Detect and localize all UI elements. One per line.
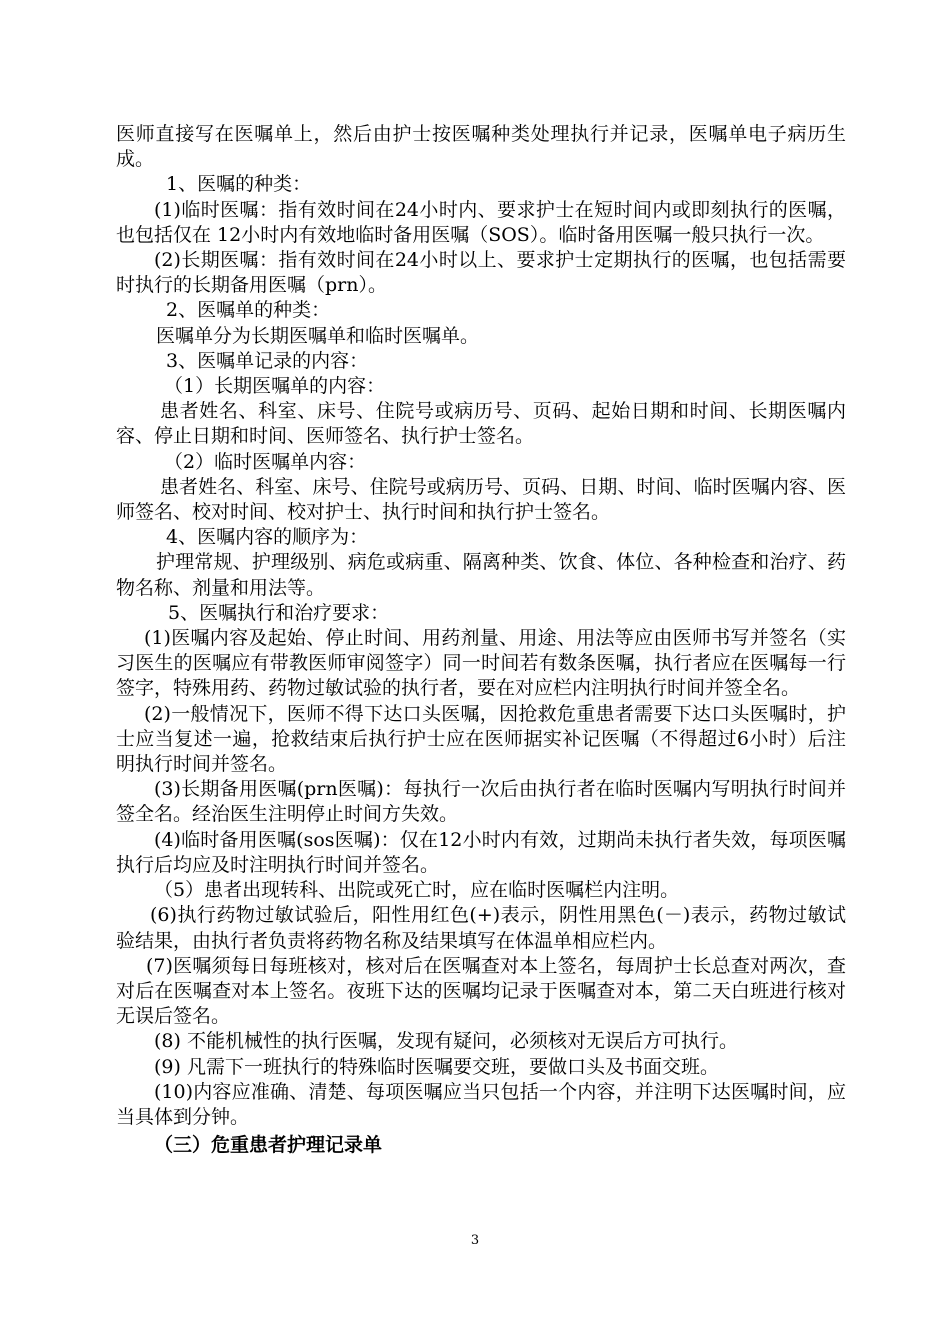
paragraph: (3)长期备用医嘱(prn医嘱)：每执行一次后由执行者在临时医嘱内写明执行时间并签全名。经治医生注明停止时间方失效。	[116, 778, 846, 826]
paragraph: 医嘱单分为长期医嘱单和临时医嘱单。	[156, 324, 480, 347]
paragraph: 1、医嘱的种类：	[166, 173, 312, 196]
paragraph: (10)内容应准确、清楚、每项医嘱应当只包括一个内容，并注明下达医嘱时间，应当具体到分钟。	[116, 1080, 846, 1128]
paragraph: 患者姓名、科室、床号、住院号或病历号、页码、起始日期和时间、长期医嘱内容、停止日期和时间、医师签名、执行护士签名。	[116, 400, 846, 448]
paragraph: 4、医嘱内容的顺序为：	[166, 526, 369, 549]
paragraph: (4)临时备用医嘱(sos医嘱)：仅在12小时内有效，过期尚未执行者失效，每项医嘱执行后均应及时注明执行时间并签名。	[116, 828, 846, 876]
paragraph: (2)长期医嘱：指有效时间在24小时以上、要求护士定期执行的医嘱，也包括需要时执行的长期备用医嘱（prn）。	[116, 249, 846, 297]
paragraph: （1）长期医嘱单的内容：	[164, 375, 386, 398]
paragraph: (9) 凡需下一班执行的特殊临时医嘱要交班，要做口头及书面交班。	[154, 1055, 719, 1078]
paragraph: （2）临时医嘱单内容：	[164, 450, 367, 473]
paragraph: (6)执行药物过敏试验后，阳性用红色(+)表示，阴性用黑色(－)表示，药物过敏试验结果，由执行者负责将药物名称及结果填写在体温单相应栏内。	[116, 904, 846, 952]
document-body	[116, 122, 846, 1158]
page-number: 3	[470, 1233, 480, 1248]
paragraph: (8) 不能机械性的执行医嘱，发现有疑问，必须核对无误后方可执行。	[154, 1030, 738, 1053]
paragraph: 5、医嘱执行和治疗要求：	[168, 601, 390, 624]
section-heading: （三）危重患者护理记录单	[154, 1134, 383, 1157]
paragraph: 护理常规、护理级别、病危或病重、隔离种类、饮食、体位、各种检查和治疗、药物名称、剂量和用法等。	[116, 551, 846, 599]
paragraph: 2、医嘱单的种类：	[166, 299, 331, 322]
paragraph: 患者姓名、科室、床号、住院号或病历号、页码、日期、时间、临时医嘱内容、医师签名、校对时间、校对护士、执行时间和执行护士签名。	[116, 475, 846, 524]
paragraph: (1)医嘱内容及起始、停止时间、用药剂量、用途、用法等应由医师书写并签名（实习医生的医嘱应有带教医师审阅签字）同一时间若有数条医嘱，执行者应在医嘱每一行签字，特殊用药、药物过敏试验的执行者，要在对应栏内注明执行时间并签全名。	[116, 627, 846, 700]
paragraph: (7)医嘱须每日每班核对，核对后在医嘱查对本上签名，每周护士长总查对两次，查对后在医嘱查对本上签名。夜班下达的医嘱均记录于医嘱查对本，第二天白班进行核对无误后签名。	[116, 954, 846, 1028]
paragraph: 3、医嘱单记录的内容：	[166, 349, 369, 372]
paragraph: (2)一般情况下，医师不得下达口头医嘱，因抢救危重患者需要下达口头医嘱时，护士应当复述一遍，抢救结束后执行护士应在医师据实补记医嘱（不得超过6小时）后注明执行时间并签名。	[116, 702, 846, 776]
paragraph: (1)临时医嘱：指有效时间在24小时内、要求护士在短时间内或即刻执行的医嘱，也包括仅在 12小时内有效地临时备用医嘱（SOS）。临时备用医嘱一般只执行一次。	[116, 198, 846, 246]
paragraph: （5）患者出现转科、出院或死亡时，应在临时医嘱栏内注明。	[154, 879, 680, 902]
paragraph: 医师直接写在医嘱单上，然后由护士按医嘱种类处理执行并记录，医嘱单电子病历生成。	[116, 123, 846, 171]
